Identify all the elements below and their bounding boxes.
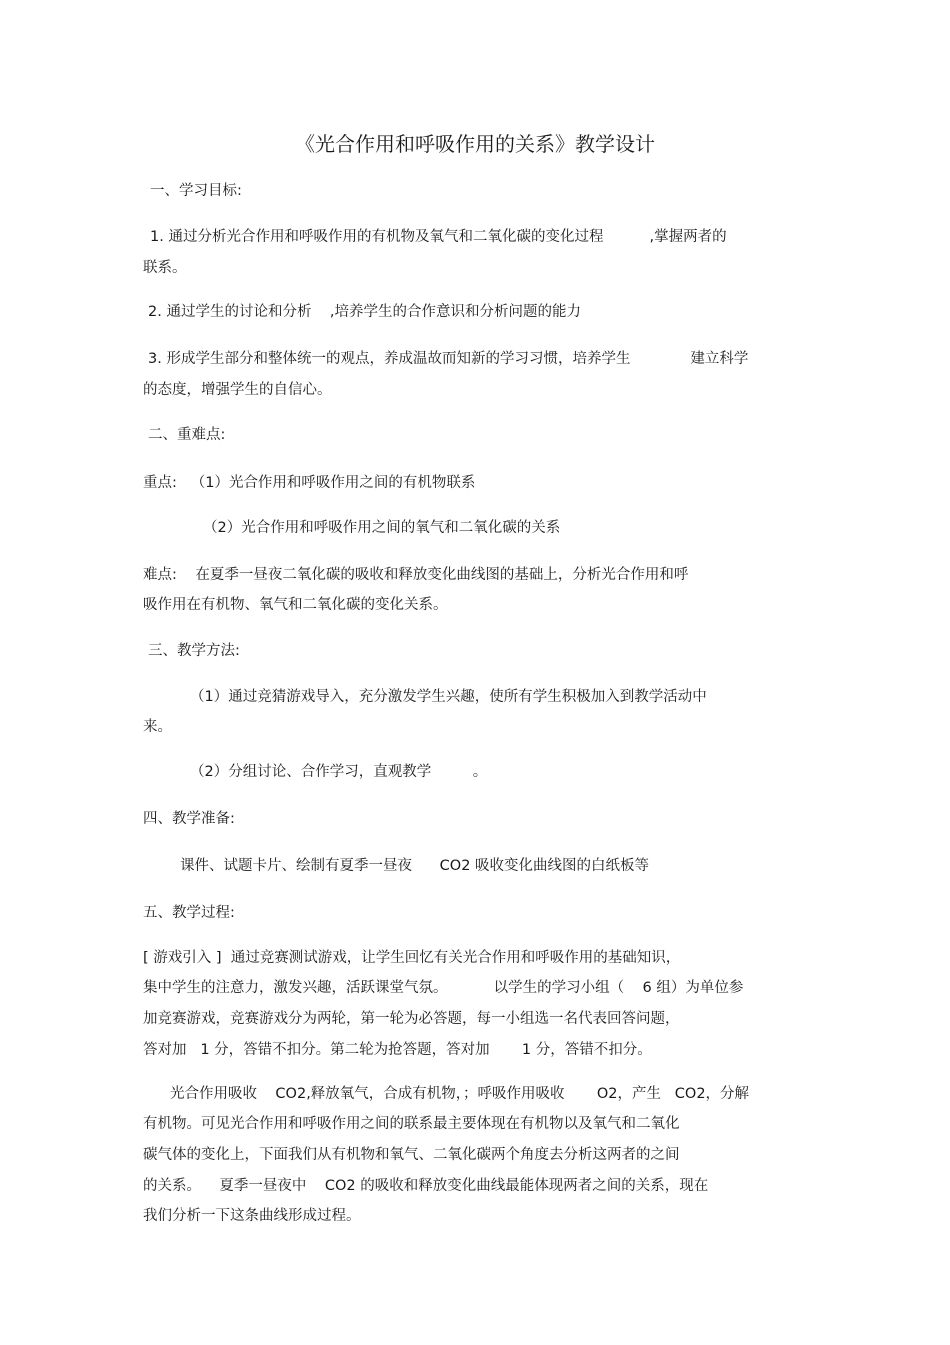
goal-3-line-1: 3. 形成学生部分和整体统一的观点，养成温故而知新的学习习惯，培养学生 建立科学 (148, 351, 749, 367)
goal-1-line-2: 联系。 (143, 260, 187, 276)
process-paragraph-1-line-4: 答对加 1 分，答错不扣分。第二轮为抢答题，答对加 1 分，答错不扣分。 (143, 1042, 652, 1058)
method-2-line-1: （2）分组讨论、合作学习，直观教学 。 (190, 764, 488, 780)
goal-2-line-1: 2. 通过学生的讨论和分析 ,培养学生的合作意识和分析问题的能力 (148, 304, 581, 320)
section-heading-key-points: 二、重难点: (148, 427, 226, 443)
section-heading-goals: 一、学习目标: (150, 183, 242, 199)
difficulty-line-1: 难点: 在夏季一昼夜二氧化碳的吸收和释放变化曲线图的基础上，分析光合作用和呼 (143, 567, 689, 583)
process-paragraph-2-line-3: 碳气体的变化上，下面我们从有机物和氧气、二氧化碳两个角度去分析这两者的之间 (143, 1147, 680, 1163)
section-heading-process: 五、教学过程: (143, 905, 235, 921)
section-heading-methods: 三、教学方法: (148, 643, 240, 659)
page-title: 《光合作用和呼吸作用的关系》教学设计 (295, 132, 655, 156)
process-paragraph-2-line-1: 光合作用吸收 CO2,释放氧气，合成有机物，；呼吸作用吸收 O2，产生 CO2，分解 (170, 1086, 750, 1102)
process-paragraph-1-line-2: 集中学生的注意力，激发兴趣，活跃课堂气氛。 以学生的学习小组（ 6 组）为单位参 (143, 980, 744, 996)
goal-3-line-2: 的态度，增强学生的自信心。 (143, 382, 332, 398)
process-paragraph-1-line-3: 加竞赛游戏，竞赛游戏分为两轮，第一轮为必答题，每一小组选一名代表回答问题， (143, 1011, 680, 1027)
process-paragraph-2-line-4: 的关系。 夏季一昼夜中 CO2 的吸收和释放变化曲线最能体现两者之间的关系，现在 (143, 1178, 709, 1194)
section-heading-preparation: 四、教学准备: (143, 811, 235, 827)
process-paragraph-1-line-1: [ 游戏引入 ] 通过竞赛测试游戏，让学生回忆有关光合作用和呼吸作用的基础知识， (143, 950, 681, 966)
difficulty-line-2: 吸作用在有机物、氧气和二氧化碳的变化关系。 (143, 597, 448, 613)
method-1-line-2: 来。 (143, 719, 172, 735)
method-1-line-1: （1）通过竞猜游戏导入，充分激发学生兴趣，使所有学生积极加入到教学活动中 (190, 689, 707, 705)
goal-1-line-1: 1. 通过分析光合作用和呼吸作用的有机物及氧气和二氧化碳的变化过程 ,掌握两者的 (150, 229, 727, 245)
key-point-2: （2）光合作用和呼吸作用之间的氧气和二氧化碳的关系 (203, 520, 561, 536)
key-point-1: 重点: （1）光合作用和呼吸作用之间的有机物联系 (143, 475, 476, 491)
preparation-text: 课件、试题卡片、绘制有夏季一昼夜 CO2 吸收变化曲线图的白纸板等 (180, 858, 650, 874)
process-paragraph-2-line-2: 有机物。可见光合作用和呼吸作用之间的联系最主要体现在有机物以及氧气和二氧化 (143, 1116, 680, 1132)
process-paragraph-2-line-5: 我们分析一下这条曲线形成过程。 (143, 1208, 361, 1224)
